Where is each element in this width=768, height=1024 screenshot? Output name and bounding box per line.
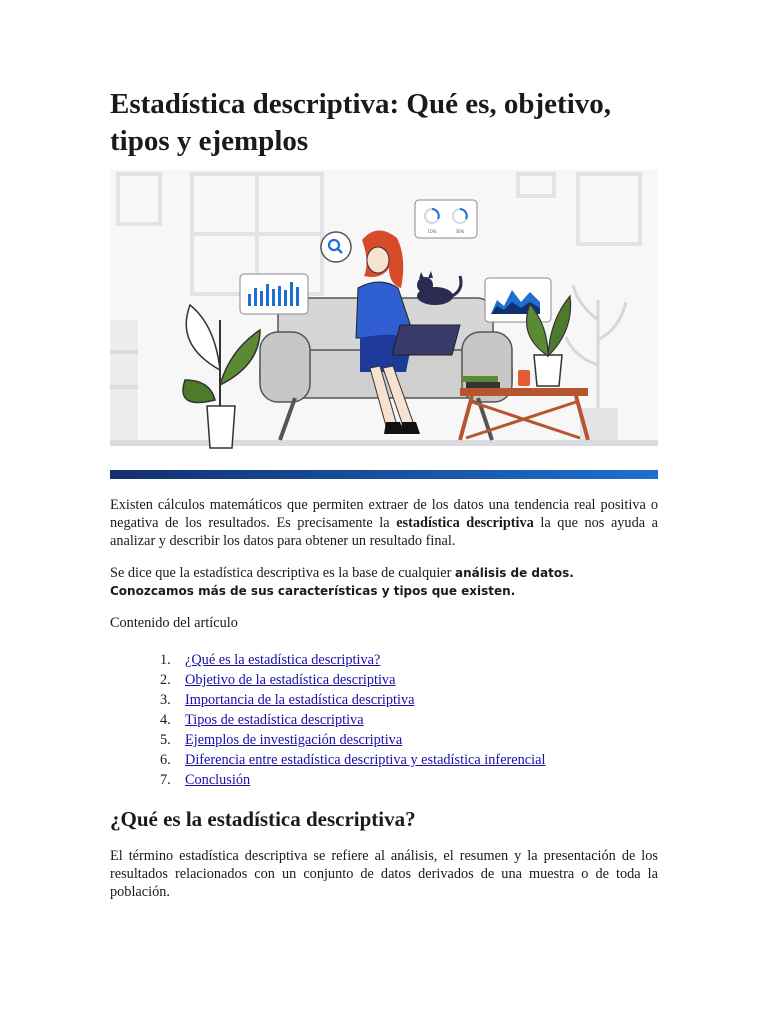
intro-bold-term: estadística descriptiva	[396, 515, 534, 531]
toc-number: 7.	[160, 772, 171, 788]
second-paragraph	[110, 564, 658, 600]
toc-number: 6.	[160, 752, 171, 768]
toc-item	[110, 750, 545, 770]
hero-illustration	[110, 170, 658, 480]
definition-paragraph: El término estadística descriptiva se refiere al análisis, el resumen y la presentación de los resultados relacionados con un conjunto de datos derivados de una muestra o de toda la población.	[110, 848, 658, 900]
toc-link-tipos[interactable]: Tipos de estadística descriptiva	[185, 712, 364, 728]
page-title: Estadística descriptiva: Qué es, objetivo, tipos y ejemplos	[110, 88, 612, 157]
toc-number: 4.	[160, 712, 171, 728]
toc-number: 2.	[160, 672, 171, 688]
hero-color-band	[110, 470, 658, 479]
second-bold-text: análisis de datos. Conozcamos más de sus características y tipos que existen.	[110, 566, 574, 598]
gauge-right-value: 30%	[455, 229, 465, 234]
toc-link-que-es[interactable]: ¿Qué es la estadística descriptiva?	[185, 652, 381, 668]
intro-text-2: la que nos ayuda a analizar y describir los datos para obtener un resultado final.	[110, 515, 658, 549]
hero-illustration-svg	[110, 170, 658, 480]
toc-item	[110, 770, 545, 790]
toc-number: 5.	[160, 732, 171, 748]
toc-link-diferencia[interactable]: Diferencia entre estadística descriptiva y estadística inferencial	[185, 752, 546, 768]
gauge-card	[415, 200, 477, 238]
toc-link-importancia[interactable]: Importancia de la estadística descriptiva	[185, 692, 415, 708]
toc-link-ejemplos[interactable]: Ejemplos de investigación descriptiva	[185, 732, 403, 748]
search-bubble-icon	[321, 232, 351, 262]
toc-label: Contenido del artículo	[110, 615, 238, 631]
area-chart-card	[485, 278, 551, 322]
table-of-contents	[110, 650, 545, 790]
second-text: Se dice que la estadística descriptiva es la base de cualquier	[110, 565, 455, 581]
toc-link-conclusion[interactable]: Conclusión	[185, 772, 251, 788]
toc-item	[110, 730, 545, 750]
toc-item	[110, 690, 545, 710]
intro-paragraph	[110, 496, 658, 550]
toc-number: 1.	[160, 652, 171, 668]
gauge-left-value: 10%	[427, 229, 437, 234]
bar-chart-card	[240, 274, 308, 314]
section-heading: ¿Qué es la estadística descriptiva?	[110, 807, 416, 831]
toc-item	[110, 670, 545, 690]
toc-item	[110, 650, 545, 670]
intro-text-1: Existen cálculos matemáticos que permiten extraer de los datos una tendencia real positiva o negativa de los resultados. Es precisamente la	[110, 497, 658, 531]
toc-link-objetivo[interactable]: Objetivo de la estadística descriptiva	[185, 672, 396, 688]
toc-item	[110, 710, 545, 730]
toc-number: 3.	[160, 692, 171, 708]
